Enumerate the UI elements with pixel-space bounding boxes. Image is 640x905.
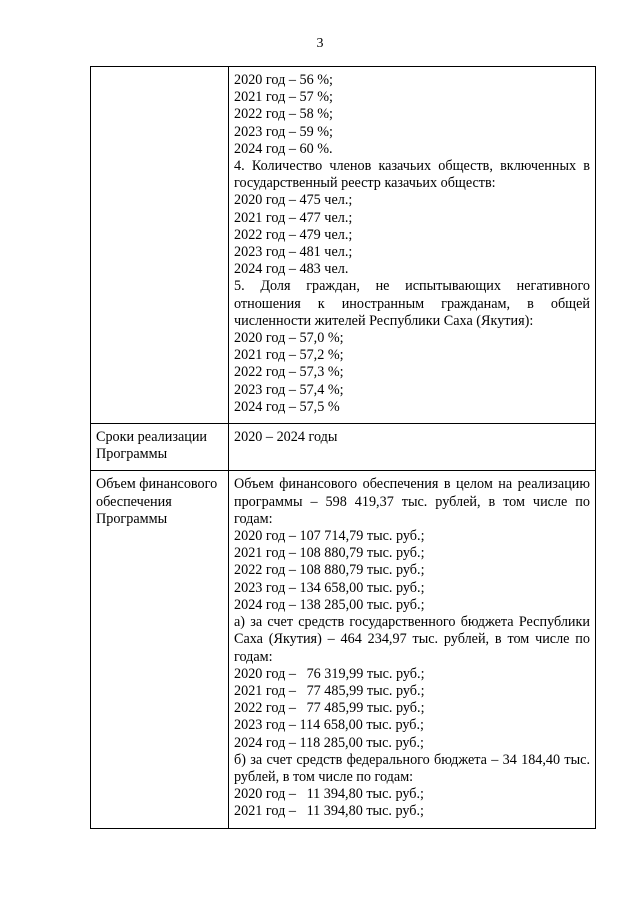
text-line: 2024 год – 483 чел. [234,261,349,278]
text-line: 2020 год – 107 714,79 тыс. руб.; [234,528,425,545]
text-line: 2024 год – 118 285,00 тыс. руб.; [234,734,424,751]
text-line: 2020 год – 56 %; [234,72,333,88]
text-line: 2022 год – 77 485,99 тыс. руб.; [234,700,425,717]
text-line: 2024 год – 138 285,00 тыс. руб.; [234,596,425,613]
text-line: 2022 год – 58 %; [234,106,333,123]
text-paragraph: 5. Доля граждан, не испытывающих негативного отношения к иностранным гражданам, в общей численности жителей Республики Саха (Якутия): [234,278,590,329]
row-label: Объем финансового обеспечения Программы [96,476,218,527]
text-line: 2022 год – 57,3 %; [234,364,344,381]
table-row [91,67,596,424]
table-body [91,67,596,829]
row-label: Сроки реализации Программы [96,429,208,463]
text-line: 2021 год – 57,2 %; [234,347,344,364]
row-label-cell [91,424,229,471]
text-line: 2022 год – 479 чел.; [234,226,353,243]
text-line: 2021 год – 11 394,80 тыс. руб.; [234,803,424,820]
text-line: 2023 год – 59 %; [234,123,333,140]
row-value-cell [229,471,596,828]
text-line: 2023 год – 481 чел.; [234,244,353,261]
text-line: 2021 год – 57 %; [234,89,333,106]
text-line: 2020 – 2024 годы [234,429,338,446]
text-line: 2023 год – 57,4 %; [234,381,344,398]
passport-table [90,66,596,829]
text-line: 2021 год – 77 485,99 тыс. руб.; [234,682,425,699]
text-line: 2020 год – 475 чел.; [234,192,353,209]
text-paragraph: а) за счет средств государственного бюджета Республики Саха (Якутия) – 464 234,97 тыс. рублей, в том числе по годам: [234,614,590,665]
text-line: 2020 год – 11 394,80 тыс. руб.; [234,786,424,803]
text-line: 2023 год – 114 658,00 тыс. руб.; [234,717,424,734]
text-line: 2022 год – 108 880,79 тыс. руб.; [234,562,425,579]
row-label-cell [91,471,229,828]
text-line: 2024 год – 57,5 % [234,398,340,415]
row-label-cell [91,67,229,424]
table-row [91,471,596,828]
row-value-cell [229,67,596,424]
text-line: 2021 год – 477 чел.; [234,209,353,226]
text-paragraph: Объем финансового обеспечения в целом на реализацию программы – 598 419,37 тыс. рублей, в том числе по годам: [234,476,590,527]
text-line: 2020 год – 76 319,99 тыс. руб.; [234,665,425,682]
text-line: 2023 год – 134 658,00 тыс. руб.; [234,579,425,596]
text-line: 2020 год – 57,0 %; [234,330,344,347]
text-line: 2021 год – 108 880,79 тыс. руб.; [234,545,425,562]
text-line: 2024 год – 60 %. [234,140,333,157]
text-paragraph: б) за счет средств федерального бюджета – 34 184,40 тыс. рублей, в том числе по годам: [234,751,590,785]
text-paragraph: 4. Количество членов казачьих обществ, включенных в государственный реестр казачьих обществ: [234,158,590,192]
row-value-cell [229,424,596,471]
table-row [91,424,596,471]
page-number: 3 [316,36,324,51]
